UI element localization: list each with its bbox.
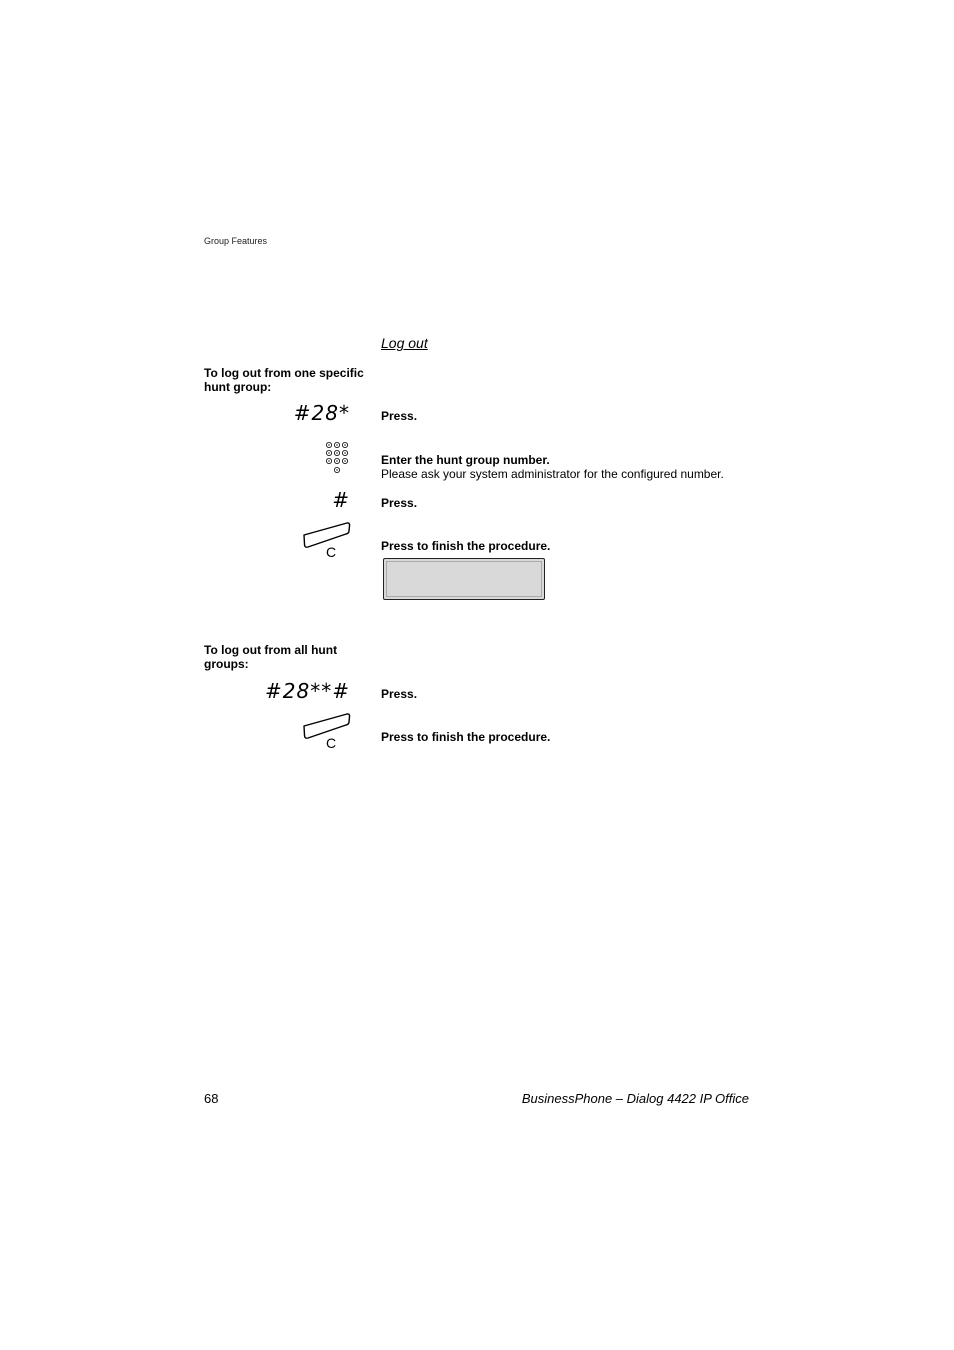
code-hash-28-star-star-hash: #28**#	[265, 679, 350, 703]
step-text: Press to finish the procedure.	[381, 730, 551, 744]
step-finish-2	[381, 730, 550, 744]
phone-display	[383, 558, 545, 600]
clear-key-label: C	[326, 735, 337, 751]
section-title: Log out	[381, 335, 428, 351]
step-enter-number	[381, 453, 724, 481]
intro-all-hunt-groups: To log out from all hunt groups:	[204, 643, 338, 671]
code-hash: #	[332, 488, 350, 512]
code-hash-28-star: #28*	[293, 401, 350, 425]
running-header: Group Features	[204, 236, 268, 246]
clear-key-label: C	[326, 544, 337, 560]
step-text: Press.	[381, 496, 418, 510]
step-press-3	[381, 687, 417, 701]
step-finish-1	[381, 539, 550, 553]
footer-product-title: BusinessPhone – Dialog 4422 IP Office	[521, 1091, 749, 1106]
keypad-icon	[325, 441, 351, 475]
step-press-2	[381, 496, 417, 510]
step-text: Press.	[381, 409, 418, 423]
intro-specific-hunt-group: To log out from one specific hunt group:	[204, 366, 364, 394]
step-text: Press to finish the procedure.	[381, 539, 551, 553]
step-subtext: Please ask your system administrator for the configured number.	[381, 467, 724, 481]
page-number: 68	[204, 1091, 219, 1106]
step-text: Press.	[381, 687, 418, 701]
step-text: Enter the hunt group number.	[381, 453, 550, 467]
step-press-1	[381, 409, 417, 423]
